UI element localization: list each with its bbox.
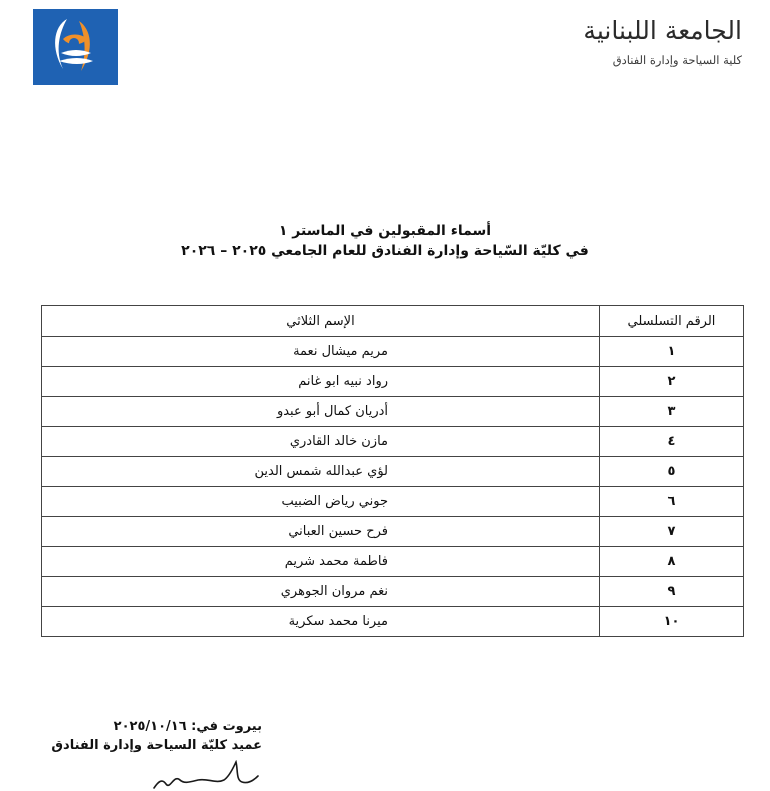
row-number: ٤ [600, 427, 744, 457]
table-header-row [42, 306, 744, 337]
place-date: بيروت في: ٢٠٢٥/١٠/١٦ [113, 719, 262, 734]
table-row [42, 367, 744, 397]
row-name: ميرنا محمد سكرية [42, 607, 600, 637]
table-row [42, 427, 744, 457]
row-name: فرح حسين العباني [42, 517, 600, 547]
document-footer [22, 717, 262, 755]
handwritten-signature [150, 760, 260, 790]
row-number: ١٠ [600, 607, 744, 637]
row-name: رواد نبيه ابو غانم [42, 367, 600, 397]
table-row [42, 337, 744, 367]
row-name: فاطمة محمد شريم [42, 547, 600, 577]
row-name: نغم مروان الجوهري [42, 577, 600, 607]
faculty-name: كلية السياحة وإدارة الفنادق [612, 53, 742, 67]
row-number: ٨ [600, 547, 744, 577]
table-row [42, 547, 744, 577]
row-number: ٩ [600, 577, 744, 607]
university-name: الجامعة اللبنانية [583, 16, 742, 45]
row-number: ٥ [600, 457, 744, 487]
signatory-title: عميد كليّة السياحة وإدارة الفنادق [51, 738, 262, 753]
table-row [42, 487, 744, 517]
faculty-logo [33, 9, 118, 85]
header-serial-number: الرقم التسلسلي [600, 306, 744, 337]
admitted-students-table [41, 305, 744, 637]
table-row [42, 607, 744, 637]
row-number: ٢ [600, 367, 744, 397]
row-number: ٣ [600, 397, 744, 427]
row-name: أدريان كمال أبو عبدو [42, 397, 600, 427]
title-line-1: أسماء المقبولين في الماستر ١ [278, 223, 492, 239]
table-row [42, 397, 744, 427]
row-name: مازن خالد القادري [42, 427, 600, 457]
university-header [542, 14, 742, 68]
document-title [0, 221, 770, 261]
row-number: ١ [600, 337, 744, 367]
table-row [42, 517, 744, 547]
header-full-name: الإسم الثلاثي [42, 306, 600, 337]
table-row [42, 577, 744, 607]
logo-wave-icon [33, 9, 118, 85]
row-name: لؤي عبدالله شمس الدين [42, 457, 600, 487]
row-name: مريم ميشال نعمة [42, 337, 600, 367]
row-name: جوني رياض الضبيب [42, 487, 600, 517]
row-number: ٦ [600, 487, 744, 517]
title-line-2: في كليّة السّياحة وإدارة الفنادق للعام الجامعي ٢٠٢٥ – ٢٠٢٦ [181, 243, 589, 259]
row-number: ٧ [600, 517, 744, 547]
table-row [42, 457, 744, 487]
